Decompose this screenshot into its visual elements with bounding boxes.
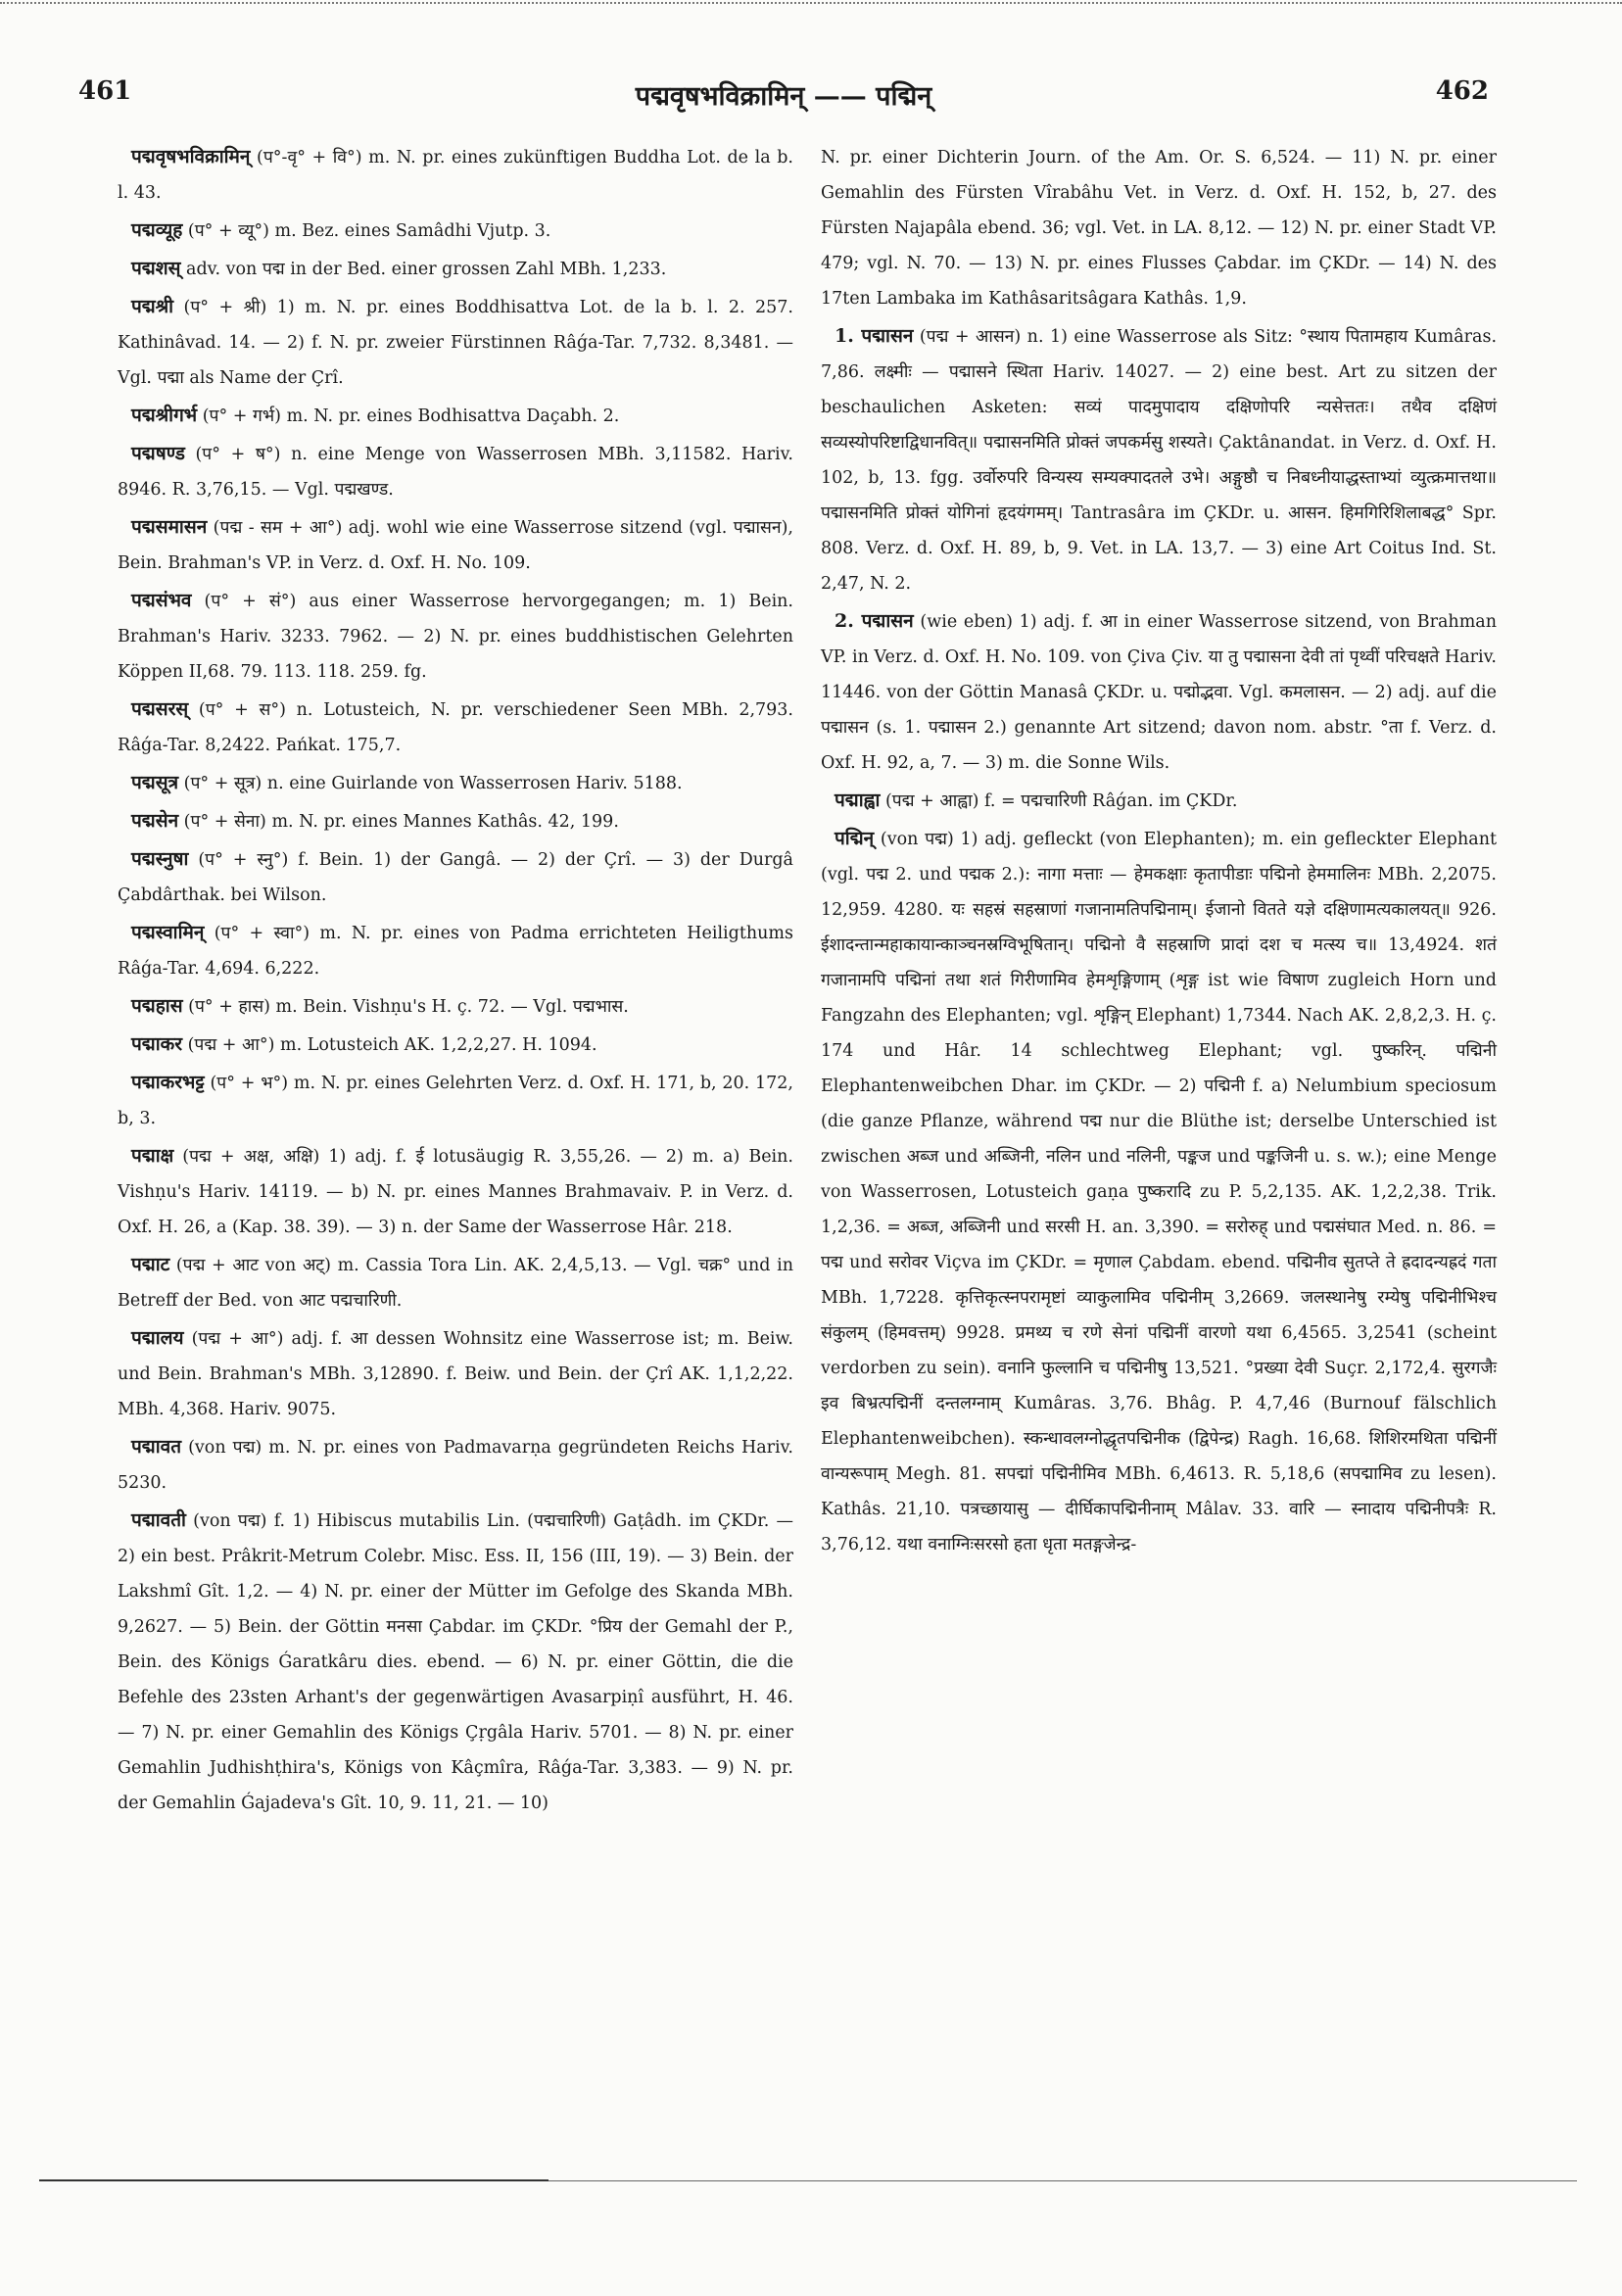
dictionary-entry [118, 915, 793, 986]
entry-body: (प° + भ°) m. N. pr. eines Gelehrten Verz. d. Oxf. H. 171, b, 20. 172, b, 3. [118, 1074, 793, 1128]
entry-body: (पद्म + अक्ष, अक्षि) 1) adj. f. ई lotusäugig R. 3,55,26. — 2) m. a) Bein. Vishṇu's Hariv. 14119. — b) N. pr. eines Mannes Brahmavaiv. P. in Verz. d. Oxf. H. 26, a (Kap. 38. 39). — 3) n. der Same der Wasserrose Hâr. 218. [118, 1147, 793, 1237]
entry-headword: पद्मसंभव [131, 590, 192, 611]
entry-headword: पद्मशस् [131, 258, 181, 279]
entry-body: (प°-वृ° + वि°) m. N. pr. eines zukünftigen Buddha Lot. de la b. l. 43. [118, 148, 793, 203]
dictionary-entry [118, 1503, 793, 1821]
entry-body: (von पद्म) m. N. pr. eines von Padmavarṇa gegründeten Reichs Hariv. 5230. [118, 1438, 793, 1493]
dictionary-entry [821, 821, 1497, 1562]
entry-headword: पद्माकर [131, 1033, 183, 1055]
entry-headword: पद्मश्रीगर्भ [131, 405, 198, 426]
dictionary-entry [118, 436, 793, 507]
dictionary-entry [118, 988, 793, 1025]
dictionary-entry [118, 841, 793, 913]
entry-headword: पद्मालय [131, 1327, 184, 1349]
dictionary-entry [118, 583, 793, 690]
entry-headword: पद्माह्वा [835, 789, 881, 811]
dictionary-entry [118, 1247, 793, 1318]
entry-body: (von पद्म) 1) adj. gefleckt (von Elephanten); m. ein gefleckter Elephant (vgl. पद्म 2. und पद्मक 2.): नागा मत्ताः — हेमकक्षाः कृतापीडाः पद्मिनो हेममालिनः MBh. 2,2075. 12,959. 4280. यः सहस्रं सहस्राणां गजानामतिपद्मिनाम्। ईजानो वितते यज्ञे दक्षिणामत्यकालयत्॥ 926. ईशादन्तान्महाकायान्काञ्चनस्रग्विभूषितान्। पद्मिनो वै सहस्राणि प्रादां दश च मत्स्य च॥ 13,4924. शतं गजानामपि पद्मिनां तथा शतं गिरीणामिव हेमशृङ्गिणाम् (शृङ्ग ist wie विषाण zugleich Horn und Fangzahn des Elephanten; vgl. शृङ्गिन् Elephant) 1,7344. Nach AK. 2,8,2,3. H. ç. 174 und Hâr. 14 schlechtweg Elephant; vgl. पुष्करिन्. पद्मिनी Elephantenweibchen Dhar. im ÇKDr. — 2) पद्मिनी f. a) Nelumbium speciosum (die ganze Pflanze, während पद्म nur die Blüthe ist; derselbe Unterschied ist zwischen अब्ज und अब्जिनी, नलिन und नलिनी, पङ्कज und पङ्कजिनी u. s. w.); eine Menge von Wasserrosen, Lotusteich gaṇa पुष्करादि zu P. 5,2,135. AK. 1,2,2,38. Trik. 1,2,36. = अब्ज, अब्जिनी und सरसी H. an. 3,390. = सरोरुह् und पद्मसंघात Med. n. 86. = पद्म und सरोवर Viçva im ÇKDr. = मृणाल Çabdam. ebend. पद्मिनीव सुतप्ते ते ह्रदादन्यह्रदं गता MBh. 1,7228. कृत्तिकृत्स्नपरामृष्टां व्याकुलामिव पद्मिनीम् 3,2669. जलस्थानेषु रम्येषु पद्मिनीभिश्च संकुलम् (हिमवत्तम्) 9928. प्रमथ्य च रणे सेनां पद्मिनीं वारणो यथा 6,4565. 3,2541 (scheint verdorben zu sein). वनानि फुल्लानि च पद्मिनीषु 13,521. °प्रख्या देवी Suçr. 2,172,4. सुरगजैः इव बिभ्रत्पद्मिनीं दन्तलग्नाम् Kumâras. 3,76. Bhâg. P. 4,7,46 (Burnouf fälschlich Elephantenweibchen). स्कन्धावलग्नोद्धृतपद्मिनीक (द्विपेन्द्र) Ragh. 16,68. शिशिरमथिता पद्मिनीं वान्यरूपाम् Megh. 81. सपद्मां पद्मिनीमिव MBh. 6,4613. R. 5,18,6 (सपद्मामिव zu lesen). Kathâs. 21,10. पत्रच्छायासु — दीर्घिकापद्मिनीनाम् Mâlav. 33. वारि — स्नादाय पद्मिनीपत्रैः R. 3,76,12. यथा वनाग्निःसरसो हता धृता मतङ्गजेन्द्र- [821, 830, 1497, 1555]
entry-body: adv. von पद्म in der Bed. einer grossen Zahl MBh. 1,233. [180, 260, 667, 279]
entry-headword: पद्मसूत्र [131, 772, 179, 793]
entry-body: (प° + सूत्र) n. eine Guirlande von Wasserrosen Hariv. 5188. [178, 774, 683, 793]
dictionary-entry [118, 398, 793, 434]
footer-rule-left [39, 2179, 549, 2181]
entry-headword: पद्महास [131, 995, 183, 1017]
entry-body: (पद्म - सम + आ°) adj. wohl wie eine Wasserrose sitzend (vgl. पद्मासन), Bein. Brahman's VP. in Verz. d. Oxf. H. No. 109. [118, 518, 793, 573]
dictionary-entry [118, 1138, 793, 1245]
entry-body: (प° + गर्भ) m. N. pr. eines Bodhisattva Daçabh. 2. [197, 407, 620, 426]
entry-headword: पद्मावती [131, 1509, 186, 1531]
footer-rule-right [549, 2180, 1577, 2181]
entry-headword: पद्मश्री [131, 296, 174, 317]
dictionary-entry [118, 1429, 793, 1501]
entry-body: (प° + हास) m. Bein. Vishṇu's H. ç. 72. — Vgl. पद्मभास. [182, 997, 629, 1017]
entry-headword: पद्मिन् [835, 828, 875, 849]
entry-headword: पद्मसेन [131, 810, 179, 832]
entry-body: N. pr. einer Dichterin Journ. of the Am. Or. S. 6,524. — 11) N. pr. einer Gemahlin des Fürsten Vîrabâhu Vet. in Verz. d. Oxf. H. 152, b, 27. des Fürsten Najapâla ebend. 36; vgl. Vet. in LA. 8,12. — 12) N. pr. einer Stadt VP. 479; vgl. N. 70. — 13) N. pr. eines Flusses Çabdar. im ÇKDr. — 14) N. des 17ten Lambaka im Kathâsaritsâgara Kathâs. 1,9. [821, 148, 1497, 309]
left-column [118, 139, 793, 1823]
entry-headword: पद्मवृषभविक्रामिन् [131, 146, 251, 167]
entry-headword: पद्माकरभट्ट [131, 1072, 205, 1093]
entry-body: (प° + स्वा°) m. N. pr. eines von Padma errichteten Heiligthums Râǵa-Tar. 4,694. 6,222. [118, 924, 793, 979]
dictionary-entry [821, 603, 1497, 781]
page-number-left: 461 [78, 76, 132, 106]
entry-headword: 2. पद्मासन [835, 610, 914, 632]
entry-body: (पद्म + आ°) m. Lotusteich AK. 1,2,2,27. H. 1094. [182, 1035, 597, 1055]
entry-headword: पद्मसमासन [131, 516, 208, 538]
dictionary-entry [118, 213, 793, 249]
entry-headword: पद्मस्वामिन् [131, 922, 205, 943]
entry-body: (पद्म + आह्वा) f. = पद्मचारिणी Râǵan. im ÇKDr. [880, 791, 1238, 811]
entry-body: (प° + स्नु°) f. Bein. 1) der Gangâ. — 2) der Çrî. — 3) der Durgâ Çabdârthak. bei Wilson. [118, 850, 793, 905]
dictionary-entry [118, 803, 793, 839]
entry-body: (पद्म + आट von अट्) m. Cassia Tora Lin. AK. 2,4,5,13. — Vgl. चक्र° und in Betreff der Bed. von आट पद्मचारिणी. [118, 1256, 793, 1311]
entry-body: (पद्म + आ°) adj. f. आ dessen Wohnsitz eine Wasserrose ist; m. Beiw. und Bein. Brahman's MBh. 3,12890. f. Beiw. und Bein. der Çrî AK. 1,1,2,22. MBh. 4,368. Hariv. 9075. [118, 1329, 793, 1419]
entry-body: (प° + स°) n. Lotusteich, N. pr. verschiedener Seen MBh. 2,793. Râǵa-Tar. 8,2422. Pańkat. 175,7. [118, 700, 793, 755]
dictionary-entry [821, 783, 1497, 819]
dictionary-entry [118, 251, 793, 287]
entry-body: (पद्म + आसन) n. 1) eine Wasserrose als Sitz: °स्थाय पितामहाय Kumâras. 7,86. लक्ष्मीः — पद्मासने स्थिता Hariv. 14027. — 2) eine best. Art zu sitzen der beschaulichen Asketen: सव्यं पादमुपादाय दक्षिणोपरि न्यसेत्ततः। तथैव दक्षिणं सव्यस्योपरिष्टाद्विधानवित्॥ पद्मासनमिति प्रोक्तं जपकर्मसु शस्यते। Çaktânandat. in Verz. d. Oxf. H. 102, b, 13. fgg. उर्वोरुपरि विन्यस्य सम्यक्पादतले उभे। अङ्गुष्ठौ च निबध्नीयाद्धस्ताभ्यां व्युत्क्रमात्तथा॥ पद्मासनमिति प्रोक्तं योगिनां हृदयंगमम्। Tantrasâra im ÇKDr. u. आसन. हिमगिरिशिलाबद्ध° Spr. 808. Verz. d. Oxf. H. 89, b, 9. Vet. in LA. 13,7. — 3) eine Art Coitus Ind. St. 2,47, N. 2. [821, 327, 1498, 594]
entry-headword: पद्मषण्ड [131, 443, 185, 464]
dictionary-entry [118, 1065, 793, 1136]
dictionary-entry [118, 139, 793, 211]
entry-headword: पद्मस्नुषा [131, 848, 189, 870]
dictionary-entry [821, 139, 1497, 316]
entry-body: (प° + व्यू°) m. Bez. eines Samâdhi Vjutp. 3. [182, 221, 551, 241]
dictionary-entry [118, 509, 793, 581]
entry-headword: पद्मावत [131, 1436, 182, 1458]
dictionary-entry [118, 692, 793, 763]
dictionary-entry [118, 289, 793, 396]
entry-headword: पद्माट [131, 1254, 170, 1275]
page-header [78, 76, 1489, 116]
right-column [821, 139, 1497, 1564]
top-edge-rule [0, 2, 1622, 4]
entry-body: (प° + श्री) 1) m. N. pr. eines Boddhisattva Lot. de la b. l. 2. 257. Kathinâvad. 14. — 2) f. N. pr. zweier Fürstinnen Râǵa-Tar. 7,732. 8,3481. — Vgl. पद्मा als Name der Çrî. [118, 298, 793, 388]
entry-body: (von पद्म) f. 1) Hibiscus mutabilis Lin. (पद्मचारिणी) Gaṭâdh. im ÇKDr. — 2) ein best. Prâkrit-Metrum Colebr. Misc. Ess. II, 156 (III, 19). — 3) Bein. der Lakshmî Gît. 1,2. — 4) N. pr. einer der Mütter im Gefolge des Skanda MBh. 9,2627. — 5) Bein. der Göttin मनसा Çabdar. im ÇKDr. °प्रिय der Gemahl der P., Bein. des Königs Ǵaratkâru dies. ebend. — 6) N. pr. einer Göttin, die die Befehle des 23sten Arhant's der gegenwärtigen Avasarpiṇî ausführt, H. 46. — 7) N. pr. einer Gemahlin des Königs Çṛgâla Hariv. 5701. — 8) N. pr. einer Gemahlin Judhishṭhira's, Königs von Kâçmîra, Râǵa-Tar. 3,383. — 9) N. pr. der Gemahlin Ǵajadeva's Gît. 10, 9. 11, 21. — 10) [118, 1511, 793, 1813]
entry-body: (प° + सं°) aus einer Wasserrose hervorgegangen; m. 1) Bein. Brahman's Hariv. 3233. 7962. — 2) N. pr. eines buddhistischen Gelehrten Köppen II,68. 79. 113. 118. 259. fg. [118, 592, 793, 682]
running-head: पद्मवृषभविक्रामिन् —— पद्मिन् [635, 81, 932, 112]
entry-headword: 1. पद्मासन [835, 325, 914, 347]
dictionary-entry [118, 1027, 793, 1063]
dictionary-entry [118, 1320, 793, 1427]
entry-headword: पद्मव्यूह [131, 219, 183, 241]
dictionary-entry [118, 765, 793, 801]
entry-headword: पद्माक्ष [131, 1145, 174, 1167]
entry-headword: पद्मसरस् [131, 698, 189, 720]
dictionary-entry [821, 318, 1497, 601]
entry-body: (प° + ष°) n. eine Menge von Wasserrosen MBh. 3,11582. Hariv. 8946. R. 3,76,15. — Vgl. पद्मखण्ड. [118, 445, 793, 500]
page-number-right: 462 [1435, 76, 1489, 106]
entry-body: (प° + सेना) m. N. pr. eines Mannes Kathâs. 42, 199. [178, 812, 619, 832]
entry-body: (wie eben) 1) adj. f. आ in einer Wasserrose sitzend, von Brahman VP. in Verz. d. Oxf. H. No. 109. von Çiva Çiv. या तु पद्मासना देवी तां पृथ्वीं परिचक्षते Hariv. 11446. von der Göttin Manasâ ÇKDr. u. पद्मोद्भवा. Vgl. कमलासन. — 2) adj. auf die पद्मासन (s. 1. पद्मासन 2.) genannte Art sitzend; davon nom. abstr. °ता f. Verz. d. Oxf. H. 92, a, 7. — 3) m. die Sonne Wils. [821, 612, 1497, 773]
